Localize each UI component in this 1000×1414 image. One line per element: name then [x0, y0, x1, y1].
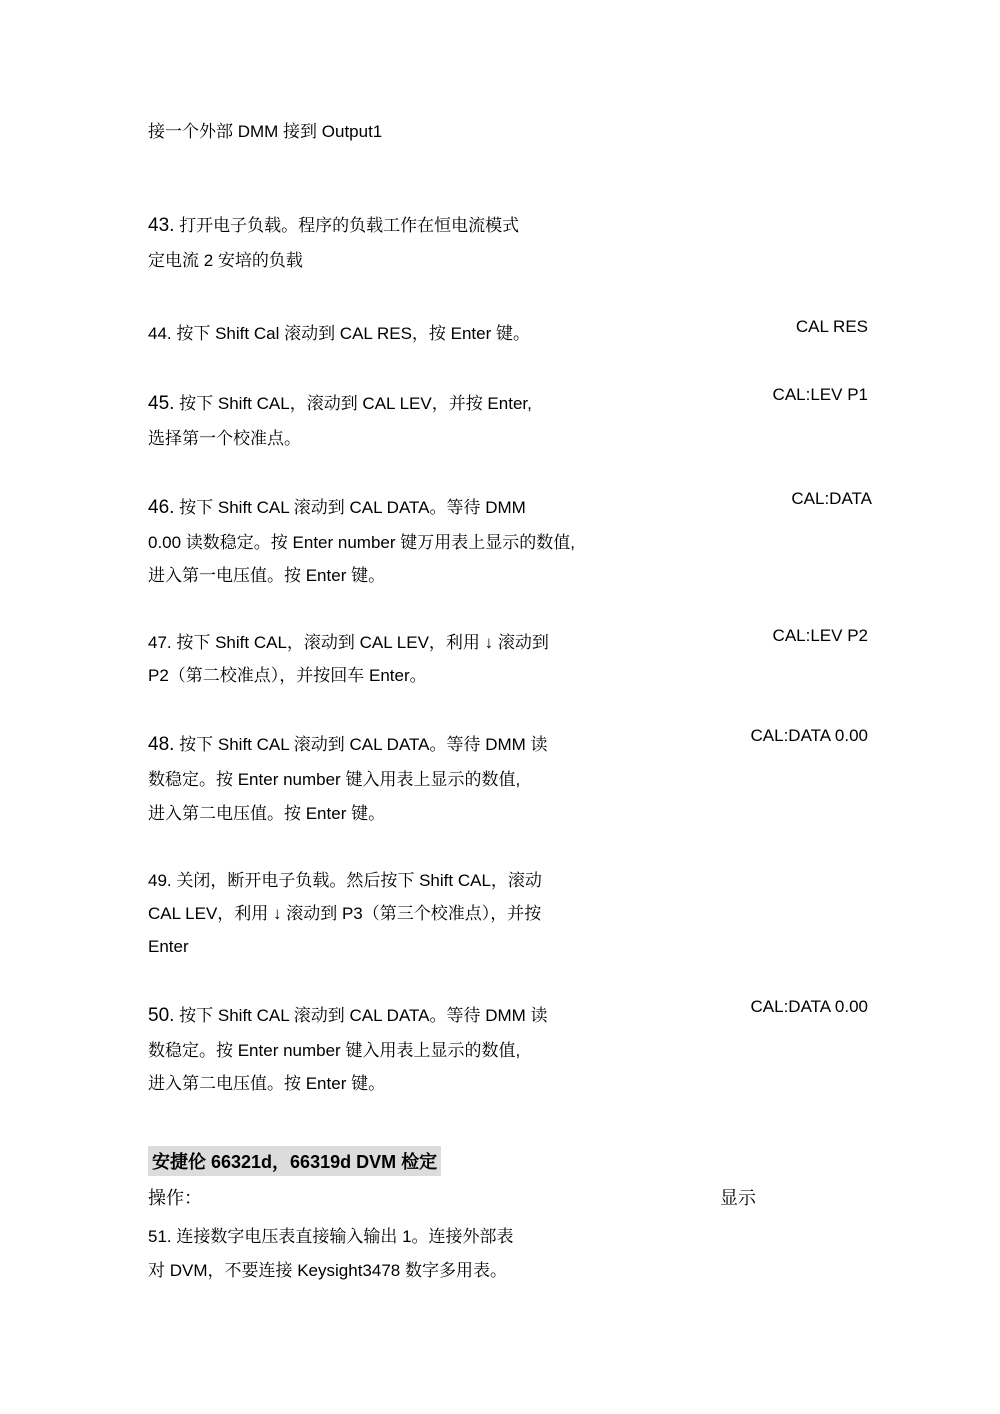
section-heading [148, 1146, 860, 1176]
step-line: 选择第一个校准点。 [148, 428, 301, 448]
step-number: 50. [148, 1005, 175, 1027]
step-line: 按下 Shift CAL，滚动到 CAL LEV，利用 ↓ 滚动到 [176, 633, 549, 653]
step-number: 48. [148, 734, 175, 756]
step-line: 按下 Shift Cal 滚动到 CAL RES，按 Enter 键。 [176, 324, 530, 344]
column-headers [148, 1184, 860, 1210]
step-line: 对 DVM，不要连接 Keysight3478 数字多用表。 [148, 1260, 507, 1280]
step-line: 进入第一电压值。按 Enter 键。 [148, 565, 386, 585]
step-display-value: CAL:DATA 0.00 [750, 997, 868, 1017]
step-body [148, 997, 708, 1100]
step-line: 定电流 2 安培的负载 [148, 251, 303, 271]
step-line: 进入第二电压值。按 Enter 键。 [148, 1074, 386, 1094]
step-body [148, 489, 708, 592]
step-line: 按下 Shift CAL 滚动到 CAL DATA。等待 DMM 读 [179, 735, 548, 755]
step-item [148, 488, 872, 592]
step-item [148, 626, 868, 692]
step-body [148, 385, 708, 455]
step-line: 按下 Shift CAL 滚动到 CAL DATA。等待 DMM [179, 497, 526, 517]
step-body [148, 726, 708, 829]
step-line: CAL LEV，利用 ↓ 滚动到 P3（第三个校准点），并按 [148, 903, 542, 923]
step-line: 打开电子负载。程序的负载工作在恒电流模式 [179, 216, 520, 236]
step-line: 0.00 读数稳定。按 Enter number 键万用表上显示的数值, [148, 532, 575, 552]
display-label: 显示 [720, 1188, 756, 1209]
step-display-value: CAL:DATA [791, 488, 872, 508]
step-number: 44. [148, 324, 172, 344]
step-display-value: CAL:DATA 0.00 [750, 726, 868, 746]
step-body [148, 864, 708, 963]
step-number: 43. [148, 215, 175, 237]
step-item [148, 726, 868, 829]
step-number: 51. [148, 1227, 172, 1247]
operation-label: 操作： [148, 1188, 202, 1209]
step-item [148, 864, 860, 963]
step-item [148, 207, 860, 277]
step-number: 45. [148, 392, 175, 414]
section-heading-text: 安捷伦 66321d，66319d DVM 检定 [148, 1146, 441, 1176]
step-number: 49. [148, 870, 172, 890]
step-body [148, 317, 708, 350]
step-number: 46. [148, 496, 175, 518]
step-line: P2（第二校准点），并按回车 Enter。 [148, 666, 427, 686]
step-display-value: CAL:LEV P2 [772, 626, 868, 646]
step-display-value: CAL:LEV P1 [772, 384, 868, 404]
step-line: 关闭，断开电子负载。然后按下 Shift CAL，滚动 [176, 870, 542, 890]
step-line: 数稳定。按 Enter number 键入用表上显示的数值, [148, 1041, 521, 1061]
step-line: 进入第二电压值。按 Enter 键。 [148, 803, 386, 823]
document-content [148, 118, 872, 1287]
step-line: 数稳定。按 Enter number 键入用表上显示的数值, [148, 770, 521, 790]
step-line: 按下 Shift CAL，滚动到 CAL LEV，并按 Enter, [179, 393, 532, 413]
step-item [148, 384, 868, 455]
step-item [148, 997, 868, 1100]
step-number: 47. [148, 633, 172, 653]
step-item [148, 317, 868, 350]
step-line: Enter [148, 936, 189, 956]
step-body [148, 626, 708, 692]
step-item [148, 1220, 860, 1286]
step-display-value: CAL RES [795, 317, 868, 337]
intro-paragraph: 接一个外部 DMM 接到 Output1 [148, 122, 383, 141]
step-line: 连接数字电压表直接输入输出 1。连接外部表 [176, 1227, 514, 1247]
step-body [148, 207, 708, 277]
step-line: 按下 Shift CAL 滚动到 CAL DATA。等待 DMM 读 [179, 1006, 548, 1026]
